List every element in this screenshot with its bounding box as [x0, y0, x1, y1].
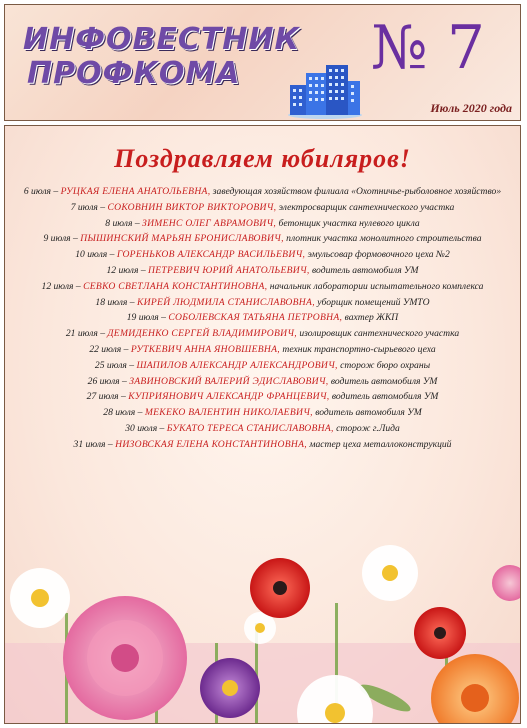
list-item: [19, 186, 506, 199]
item-date: 30 июля –: [125, 422, 167, 434]
item-name: МЕКЕКО ВАЛЕНТИН НИКОЛАЕВИЧ,: [144, 407, 313, 419]
item-role: изолировщик сантехнического участка: [296, 328, 460, 340]
item-role: водитель автомобиля УМ: [328, 375, 438, 387]
list-item: [19, 297, 506, 310]
item-name: БУКАТО ТЕРЕСА СТАНИСЛАВОВНА,: [166, 422, 334, 434]
item-name: ГОРЕНЬКОВ АЛЕКСАНДР ВАСИЛЬЕВИЧ,: [116, 249, 306, 261]
list-item: [19, 202, 506, 215]
item-date: 28 июля –: [103, 407, 145, 419]
list-item: [19, 281, 506, 294]
flowers-decoration: [5, 523, 520, 723]
item-name: ДЕМИДЕНКО СЕРГЕЙ ВЛАДИМИРОВИЧ,: [107, 328, 297, 340]
item-role: начальник лаборатории испытательного комплекса: [267, 280, 484, 292]
headline: Поздравляем юбиляров!: [114, 144, 411, 173]
item-role: мастер цеха металлоконструкций: [306, 438, 452, 450]
title-line-1: ИНФОВЕСТНИК: [23, 22, 301, 57]
item-name: КУПРИЯНОВИЧ АЛЕКСАНДР ФРАНЦЕВИЧ,: [128, 391, 330, 403]
item-date: 21 июля –: [65, 328, 108, 340]
item-date: 26 июля –: [87, 375, 130, 387]
item-name: ШАПИЛОВ АЛЕКСАНДР АЛЕКСАНДРОВИЧ,: [136, 359, 338, 371]
item-name: СОКОВНИН ВИКТОР ВИКТОРОВИЧ,: [107, 201, 277, 213]
issue-number: № 7: [371, 13, 486, 83]
list-item: [19, 344, 506, 357]
item-date: 25 июля –: [94, 359, 137, 371]
list-item: [19, 439, 506, 452]
list-item: [19, 265, 506, 278]
item-date: 19 июля –: [126, 312, 169, 324]
item-role: техник транспортно-сырьевого цеха: [280, 343, 436, 355]
item-name: ЗИМЕНС ОЛЕГ АВРАМОВИЧ,: [142, 217, 277, 229]
item-role: уборщик помещений УМТО: [314, 296, 430, 308]
item-date: 10 июля –: [75, 249, 117, 261]
header-banner: [4, 4, 521, 121]
item-name: СОБОЛЕВСКАЯ ТАТЬЯНА ПЕТРОВНА,: [168, 312, 343, 324]
newsletter-title: [23, 23, 300, 91]
list-item: [19, 360, 506, 373]
item-role: плотник участка монолитного строительства: [283, 233, 482, 245]
item-date: 31 июля –: [73, 438, 116, 450]
item-date: 8 июля –: [105, 217, 143, 229]
issue-date: Июль 2020 года: [430, 101, 512, 115]
item-date: 12 июля –: [106, 264, 149, 276]
item-role: сторож г.Лида: [333, 422, 400, 434]
list-item: [19, 218, 506, 231]
item-name: КИРЕЙ ЛЮДМИЛА СТАНИСЛАВОВНА,: [136, 296, 315, 308]
list-item: [19, 423, 506, 436]
item-name: НИЗОВСКАЯ ЕЛЕНА КОНСТАНТИНОВНА,: [115, 438, 307, 450]
item-name: ЗАВИНОВСКИЙ ВАЛЕРИЙ ЭДИСЛАВОВИЧ,: [129, 375, 329, 387]
list-item: [19, 233, 506, 246]
item-role: электросварщик сантехнического участка: [276, 201, 455, 213]
item-role: водитель автомобиля УМ: [309, 264, 419, 276]
main-panel: [4, 125, 521, 724]
list-item: [19, 312, 506, 325]
item-name: ПЫШИНСКИЙ МАРЬЯН БРОНИСЛАВОВИЧ,: [80, 233, 284, 245]
item-date: 12 июля –: [41, 280, 84, 292]
list-item: [19, 376, 506, 389]
list-item: [19, 407, 506, 420]
item-name: РУЦКАЯ ЕЛЕНА АНАТОЛЬЕВНА,: [60, 186, 211, 197]
item-name: РУТКЕВИЧ АННА ЯНОВШЕВНА,: [130, 343, 280, 355]
item-name: ПЕТРЕВИЧ ЮРИЙ АНАТОЛЬЕВИЧ,: [148, 264, 310, 276]
list-item: [19, 328, 506, 341]
list-item: [19, 249, 506, 262]
item-date: 6 июля –: [23, 186, 61, 197]
item-role: водитель автомобиля УМ: [329, 391, 439, 403]
jubilee-list: [19, 186, 506, 455]
item-role: заведующая хозяйством филиала «Охотничье-рыболовное хозяйство»: [210, 186, 502, 197]
item-date: 9 июля –: [43, 233, 81, 245]
title-line-2: ПРОФКОМА: [27, 56, 241, 91]
item-date: 22 июля –: [89, 343, 131, 355]
item-role: бетонщик участка нулевого цикла: [276, 217, 420, 229]
item-role: сторож бюро охраны: [337, 359, 431, 371]
item-date: 27 июля –: [86, 391, 129, 403]
item-role: водитель автомобиля УМ: [312, 407, 422, 419]
item-role: вахтер ЖКП: [342, 312, 399, 324]
item-name: СЕВКО СВЕТЛАНА КОНСТАНТИНОВНА,: [83, 280, 268, 292]
list-item: [19, 391, 506, 404]
item-date: 7 июля –: [70, 201, 108, 213]
building-icon: [286, 63, 364, 119]
item-date: 18 июля –: [95, 296, 137, 308]
item-role: эмульсовар формовочного цеха №2: [305, 249, 450, 261]
